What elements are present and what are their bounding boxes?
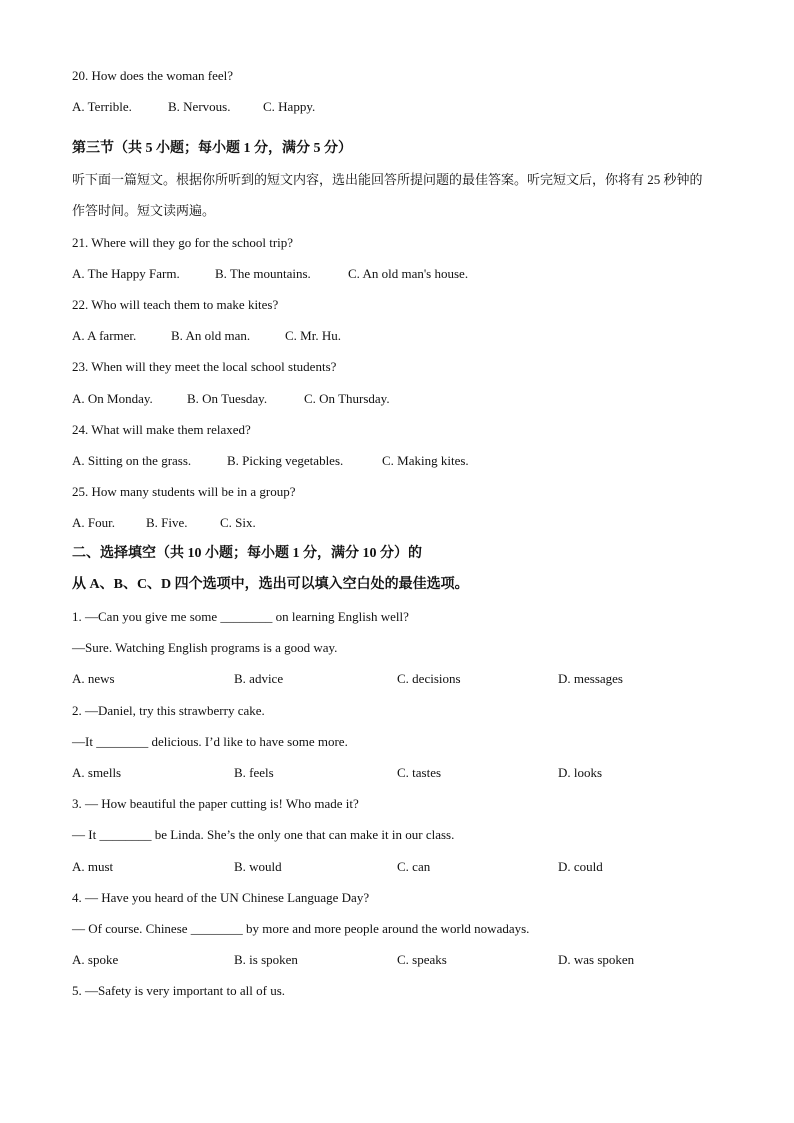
option-d: D. could [558,859,603,874]
option-b: B. Picking vegetables. [227,453,344,468]
part-2-subheading: 从 A、B、C、D 四个选项中，选出可以填入空白处的最佳选项。 [72,577,469,592]
option-a: A. A farmer. [72,328,137,343]
question-23-stem: 23. When will they meet the local school students? [72,359,337,374]
option-a: A. spoke [72,952,119,967]
part2-question-4-line1: 4. — Have you heard of the UN Chinese Language Day? [72,890,370,905]
option-c: C. speaks [397,952,447,967]
option-a: A. The Happy Farm. [72,266,180,281]
option-d: D. looks [558,765,603,780]
option-b: B. An old man. [171,328,251,343]
part2-question-5-line1: 5. —Safety is very important to all of us. [72,983,286,998]
option-c: C. On Thursday. [304,391,390,406]
option-a: A. smells [72,765,122,780]
option-b: B. would [234,859,282,874]
option-d: D. messages [558,671,623,686]
part2-question-2-line1: 2. —Daniel, try this strawberry cake. [72,703,265,718]
question-24-stem: 24. What will make them relaxed? [72,422,251,437]
option-b: B. Nervous. [168,99,231,114]
option-c: C. Making kites. [382,453,469,468]
option-a: A. Sitting on the grass. [72,453,192,468]
option-c: C. An old man's house. [348,266,469,281]
option-a: A. Terrible. [72,99,132,114]
option-a: A. On Monday. [72,391,153,406]
part2-question-1-line2: —Sure. Watching English programs is a good way. [72,640,338,655]
question-20-stem: 20. How does the woman feel? [72,68,234,83]
option-b: B. On Tuesday. [187,391,268,406]
question-25-stem: 25. How many students will be in a group? [72,484,296,499]
option-c: C. Happy. [263,99,316,114]
option-a: A. Four. [72,515,115,530]
option-b: B. advice [234,671,284,686]
option-b: B. is spoken [234,952,298,967]
option-a: A. news [72,671,115,686]
part2-question-2-line2: —It ________ delicious. I’d like to have some more. [72,734,348,749]
part2-question-3-line2: — It ________ be Linda. She’s the only one that can make it in our class. [72,827,455,842]
option-c: C. tastes [397,765,442,780]
option-c: C. decisions [397,671,461,686]
question-21-stem: 21. Where will they go for the school trip? [72,235,294,250]
section-3-heading: 第三节（共 5 小题；每小题 1 分，满分 5 分） [72,141,352,156]
option-d: D. was spoken [558,952,635,967]
option-c: C. Six. [220,515,256,530]
option-a: A. must [72,859,114,874]
option-b: B. feels [234,765,274,780]
part2-question-3-line1: 3. — How beautiful the paper cutting is! Who made it? [72,796,359,811]
option-c: C. Mr. Hu. [285,328,341,343]
option-b: B. Five. [146,515,188,530]
section-3-instruction: 听下面一篇短文。根据你所听到的短文内容，选出能回答所提问题的最佳答案。听完短文后，你将有 25 秒钟的作答时间。短文读两遍。 [72,172,703,218]
question-22-stem: 22. Who will teach them to make kites? [72,297,279,312]
option-c: C. can [397,859,431,874]
part2-question-4-line2: — Of course. Chinese ________ by more and more people around the world nowadays. [72,921,530,936]
part-2-heading: 二、选择填空（共 10 小题；每小题 1 分，满分 10 分）的 [72,546,422,561]
part2-question-1-line1: 1. —Can you give me some ________ on learning English well? [72,609,409,624]
option-b: B. The mountains. [215,266,311,281]
